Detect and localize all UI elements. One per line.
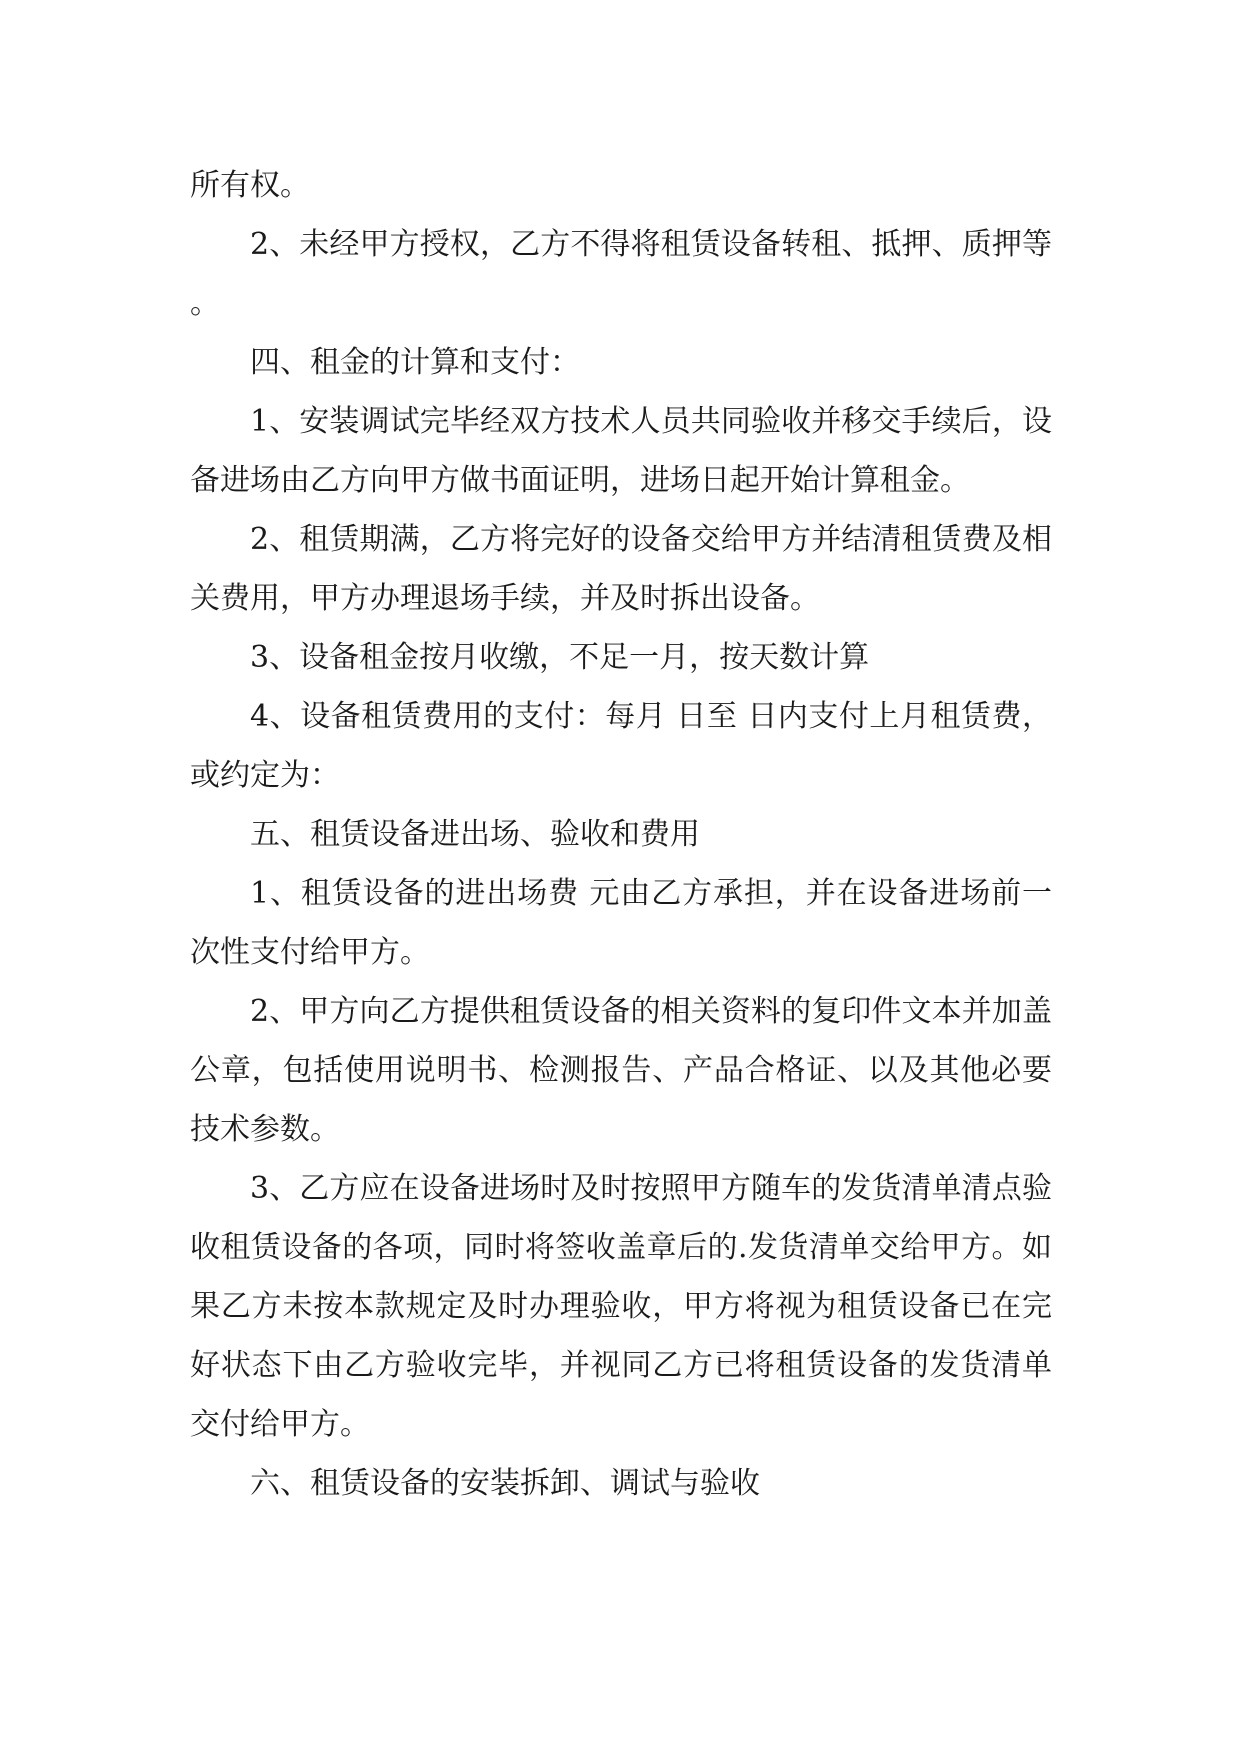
paragraph-documents: 2、甲方向乙方提供租赁设备的相关资料的复印件文本并加盖公章，包括使用说明书、检测报告、产品合格证、以及其他必要技术参数。 bbox=[190, 994, 1052, 1147]
paragraph-entry-fee: 1、租赁设备的进出场费 元由乙方承担，并在设备进场前一次性支付给甲方。 bbox=[190, 876, 1052, 970]
paragraph-monthly-rent: 3、设备租金按月收缴，不足一月，按天数计算 bbox=[250, 640, 870, 675]
section-heading-entry-exit: 五、租赁设备进出场、验收和费用 bbox=[250, 817, 700, 852]
paragraph-acceptance: 3、乙方应在设备进场时及时按照甲方随车的发货清单清点验收租赁设备的各项，同时将签收盖章后的.发货清单交给甲方。如果乙方未按本款规定及时办理验收，甲方将视为租赁设备已在完好状态下由乙方验收完毕，并视同乙方已将租赁设备的发货清单交付给甲方。 bbox=[190, 1171, 1052, 1442]
paragraph-no-sublease: 2、未经甲方授权，乙方不得将租赁设备转租、抵押、质押等。 bbox=[190, 227, 1052, 321]
section-heading-installation: 六、租赁设备的安装拆卸、调试与验收 bbox=[250, 1466, 760, 1501]
section-heading-rent: 四、租金的计算和支付： bbox=[250, 345, 580, 380]
document-body bbox=[190, 156, 1052, 1513]
paragraph-ownership-end: 所有权。 bbox=[190, 168, 310, 203]
paragraph-rent-start: 1、安装调试完毕经双方技术人员共同验收并移交手续后，设备进场由乙方向甲方做书面证明，进场日起开始计算租金。 bbox=[190, 404, 1052, 498]
paragraph-lease-expiry: 2、租赁期满，乙方将完好的设备交给甲方并结清租赁费及相关费用，甲方办理退场手续，并及时拆出设备。 bbox=[190, 522, 1052, 616]
paragraph-payment-terms: 4、设备租赁费用的支付：每月 日至 日内支付上月租赁费，或约定为： bbox=[190, 699, 1052, 793]
